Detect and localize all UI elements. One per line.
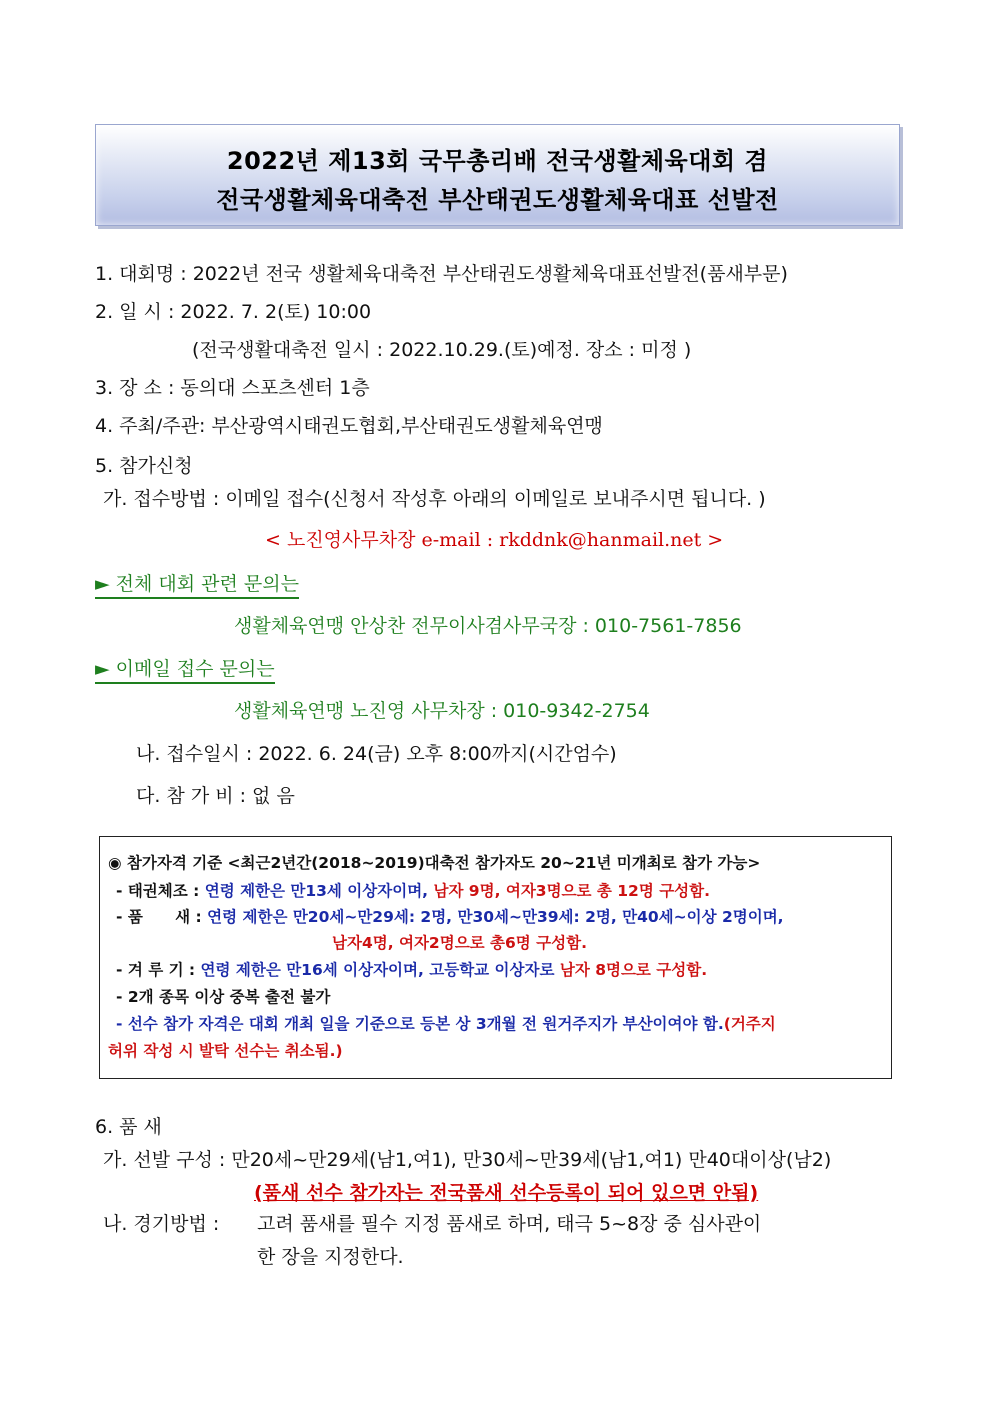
item-date-note: (전국생활대축전 일시 : 2022.10.29.(토)예정. 장소 : 미정 ) <box>192 339 692 361</box>
item-application-method: 가. 접수방법 : 이메일 접수(신청서 작성후 아래의 이메일로 보내주시면 됩니다. ) <box>103 488 766 510</box>
item-date: 2. 일 시 : 2022. 7. 2(토) 10:00 <box>95 301 372 323</box>
match-method-line-1: 고려 품새를 필수 지정 품새로 하며, 태극 5~8장 중 심사관이 <box>257 1213 762 1235</box>
item-application: 5. 참가신청 <box>95 455 193 477</box>
inquiry-general-contact: 생활체육연맹 안상찬 전무이사겸사무국장 : 010-7561-7856 <box>234 615 742 637</box>
item-host: 4. 주최/주관: 부산광역시태권도협회,부산태권도생활체육연맹 <box>95 415 603 437</box>
kyorugi-label: - 겨 루 기 : <box>116 961 196 979</box>
eligibility-kyorugi <box>116 960 707 980</box>
eligibility-taekwon-dance <box>116 881 710 901</box>
item-competition-name: 1. 대회명 : 2022년 전국 생활체육대축전 부산태권도생활체육대표선발전(품새부문) <box>95 263 788 285</box>
item-application-date: 나. 접수일시 : 2022. 6. 24(금) 오후 8:00까지(시간엄수) <box>136 743 617 765</box>
email-line <box>265 528 723 552</box>
eligibility-residence <box>116 1014 776 1034</box>
inquiry-email-label <box>95 657 275 681</box>
email-open: < 노진영 <box>265 529 343 551</box>
eligibility-heading: ◉ 참가자격 기준 <최근2년간(2018~2019)대축전 참가자도 20~21년 미개최로 참가 가능> <box>108 854 761 872</box>
title-line-2: 전국생활체육대축전 부산태권도생활체육대표 선발전 <box>216 186 779 214</box>
kyorugi-age: 연령 제한은 만16세 이상자이며, 고등학교 이상자로 <box>200 961 555 979</box>
poomsae-heading: 6. 품 새 <box>95 1116 162 1138</box>
poomsae-composition: 남자4명, 여자2명으로 총6명 구성함. <box>332 934 587 952</box>
inquiry-general-label <box>95 572 299 596</box>
poomsae-selection: 가. 선발 구성 : 만20세~만29세(남1,여1), 만30세~만39세(남1,여1) 만40대이상(남2) <box>103 1149 832 1171</box>
email-address[interactable]: 사무차장 e-mail : rkddnk@hanmail.net > <box>342 529 724 551</box>
inquiry-general-text: ► 전체 대회 관련 문의는 <box>95 573 299 599</box>
poomsae-warning: (품새 선수 참가자는 전국품새 선수등록이 되어 있으면 안됨) <box>254 1182 759 1204</box>
match-method-line-2: 한 장을 지정한다. <box>257 1246 404 1268</box>
poomsae-label: - 품 새 : <box>116 908 202 926</box>
residence-rule: - 선수 참가 자격은 대회 개최 일을 기준으로 등본 상 3개월 전 원거주지가 부산이여야 함. <box>116 1015 724 1033</box>
title-line-1: 2022년 제13회 국무총리배 전국생활체육대회 겸 <box>226 147 769 175</box>
inquiry-email-contact: 생활체육연맹 노진영 사무차장 : 010-9342-2754 <box>234 700 650 722</box>
eligibility-duplicate: - 2개 종목 이상 중복 출전 불가 <box>116 988 331 1006</box>
tkd-age: 연령 제한은 만13세 이상자이며, <box>204 882 429 900</box>
tkd-label: - 태권체조 : <box>116 882 200 900</box>
poomsae-age: 연령 제한은 만20세~만29세: 2명, 만30세~만39세: 2명, 만40세~이상 2명이며, <box>207 908 784 926</box>
eligibility-box <box>99 836 892 1079</box>
kyorugi-composition: 남자 8명으로 구성함. <box>559 961 708 979</box>
residence-warning-2: 허위 작성 시 발탁 선수는 취소됨.) <box>108 1042 343 1060</box>
item-venue: 3. 장 소 : 동의대 스포츠센터 1층 <box>95 377 370 399</box>
residence-warning-1: (거주지 <box>723 1015 776 1033</box>
match-method-label: 나. 경기방법 : <box>103 1213 220 1235</box>
title-banner <box>95 124 900 226</box>
tkd-composition: 남자 9명, 여자3명으로 총 12명 구성함. <box>433 882 711 900</box>
eligibility-poomsae <box>116 907 784 927</box>
inquiry-email-text: ► 이메일 접수 문의는 <box>95 658 275 684</box>
item-fee: 다. 참 가 비 : 없 음 <box>136 785 295 807</box>
